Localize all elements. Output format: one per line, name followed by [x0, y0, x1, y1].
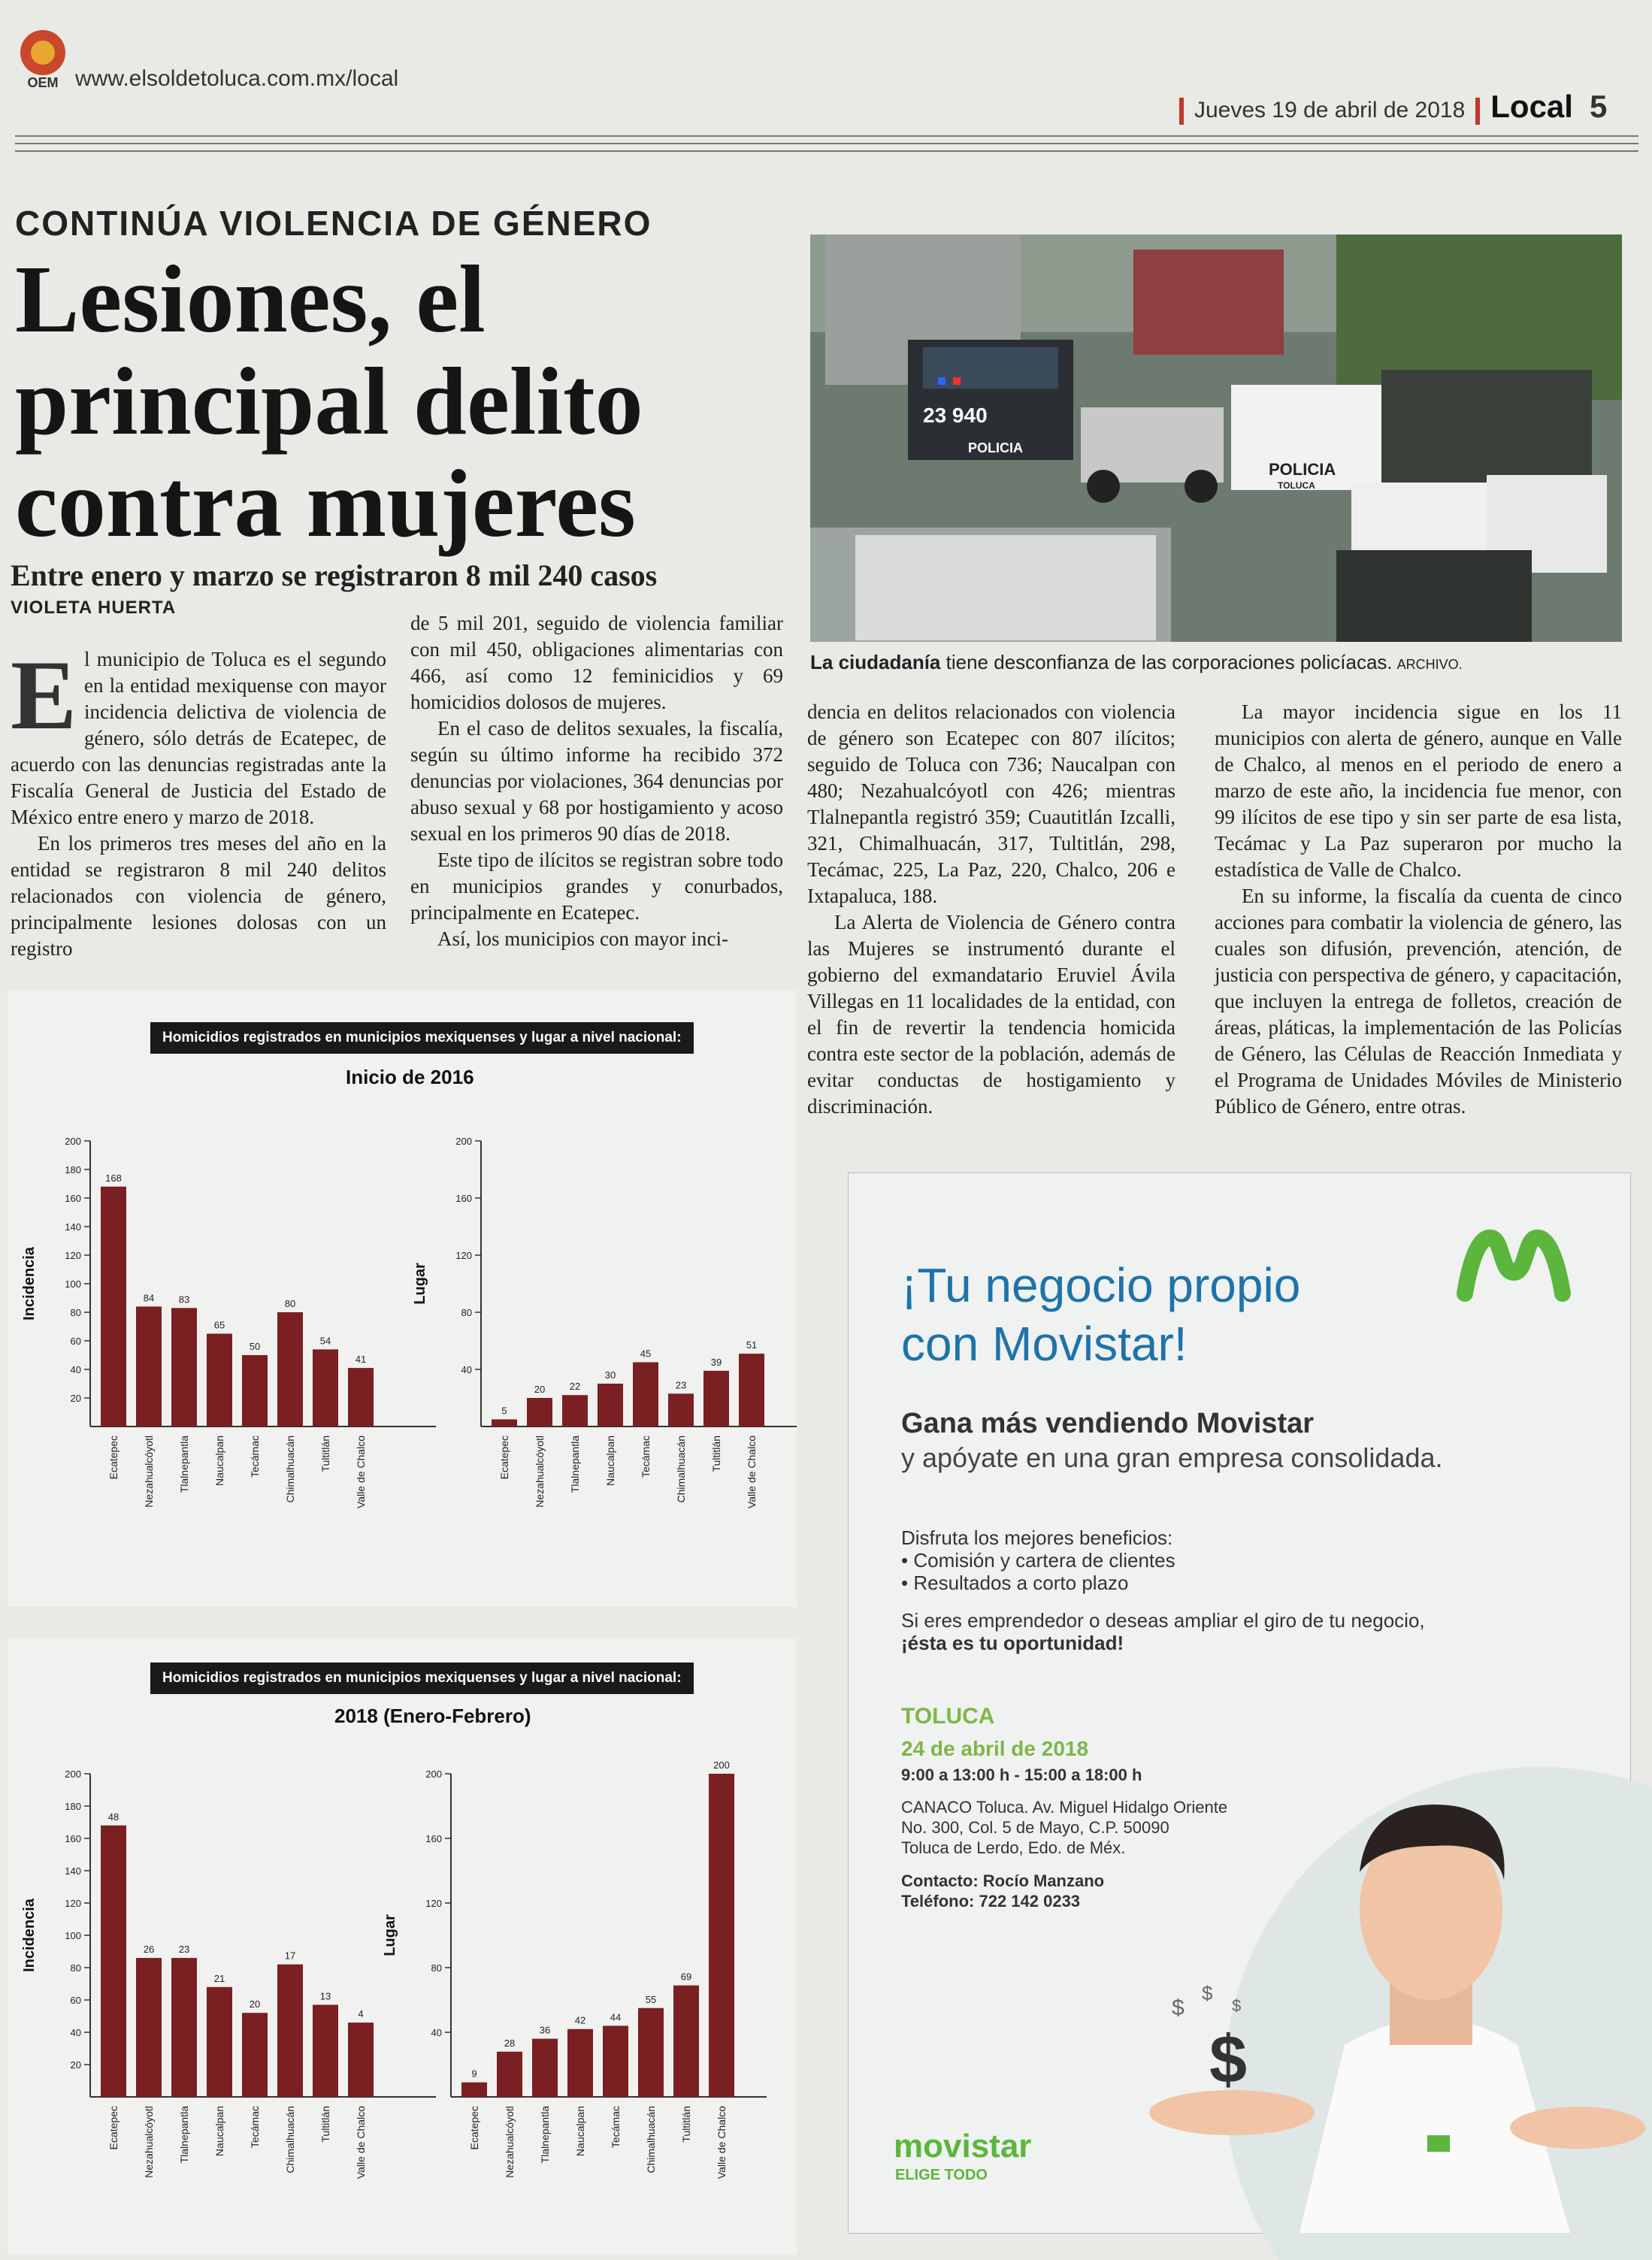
y-tick-label: 120 [455, 1250, 472, 1261]
chart-title: Inicio de 2016 [346, 1066, 474, 1088]
data-label: 9 [471, 2068, 477, 2080]
shirt-logo-icon [1427, 2135, 1450, 2152]
bar [461, 2083, 487, 2097]
y-tick-label: 100 [65, 1930, 81, 1941]
presenter-illustration [1119, 1692, 1630, 2233]
data-label: 4 [358, 2008, 364, 2020]
y-tick-label: 180 [65, 1164, 81, 1175]
paragraph: Este tipo de ilícitos se registran sobre todo en municipios grandes y conurbados, principalmente en Ecatepec. [410, 849, 783, 924]
red-divider [1179, 98, 1184, 125]
y-tick-label: 100 [65, 1278, 81, 1290]
photo-caption: La ciudadanía tiene desconfianza de las corporaciones policíacas. ARCHIVO. [810, 651, 1463, 673]
paragraph: La Alerta de Violencia de Género contra las Mujeres se instrumentó durante el gobierno del exmandatario Eruviel Ávila Villegas en 11 localidades de la entidad, con el fin de revertir la tendencia homicida contra este sector de la población, además de evitar conductas de hostigamiento y discriminación. [807, 911, 1175, 1118]
movistar-brand: movistar [894, 2128, 1032, 2165]
y-tick-label: 40 [431, 2027, 442, 2038]
category-label: Tultitlán [319, 2106, 331, 2143]
bar [673, 1986, 699, 2097]
category-label: Chimalhuacán [675, 1436, 687, 1503]
bar [207, 1334, 232, 1427]
category-label: Nezahualcóyotl [143, 1436, 155, 1508]
category-label: Chimalhuacán [284, 1436, 296, 1503]
paragraph: dencia en delitos relacionados con violencia de género son Ecatepec con 807 ilícitos; seguido de Toluca con 736; Naucalpan con 480; Nezahualcóyotl con 426; mientras Tlalnepantla registró 359; Cuautitlán Izcalli, 321, Chimalhuacán, 317, Tultitlán, 298, Tecámac, 225, La Paz, 220, Chalco, 206 e Ixtapaluca, 188. [807, 700, 1175, 907]
y-tick-label: 80 [70, 1307, 81, 1318]
site-url[interactable]: www.elsoldetoluca.com.mx/local [75, 66, 399, 91]
paragraph: En el caso de delitos sexuales, la fiscalía, según su último informe ha recibido 372 denuncias por violaciones, 364 denuncias por abuso sexual y 68 por hostigamiento y acoso sexual en los primeros 90 días de 2018. [410, 717, 783, 845]
article-deck: Entre enero y marzo se registraron 8 mil 240 casos [11, 558, 658, 592]
data-label: 80 [284, 1298, 296, 1309]
incidencia-2018-chart [21, 1768, 436, 2179]
category-label: Naucalpan [604, 1436, 616, 1486]
movistar-m-logo-icon [1457, 1227, 1570, 1302]
bar [242, 2013, 268, 2097]
data-label: 45 [640, 1348, 652, 1360]
y-tick-label: 160 [65, 1193, 81, 1204]
article-byline: VIOLETA HUERTA [11, 598, 177, 618]
y-tick-label: 140 [65, 1221, 81, 1233]
header-rule [15, 135, 1638, 137]
lugar-2018-chart [382, 1759, 767, 2179]
y-tick-label: 200 [425, 1768, 442, 1780]
chart-svg [8, 1759, 797, 2240]
y-tick-label: 40 [461, 1364, 472, 1375]
category-label: Naucalpan [213, 1436, 225, 1486]
data-label: 30 [604, 1369, 616, 1381]
category-label: Tecámac [249, 2106, 261, 2149]
y-tick-label: 200 [455, 1136, 472, 1147]
category-label: Tlalnepantla [178, 1436, 190, 1493]
drop-cap: E [11, 640, 77, 750]
y-tick-label: 180 [65, 1801, 81, 1812]
data-label: 26 [143, 1944, 155, 1956]
paragraph: de 5 mil 201, seguido de violencia familiar con mil 450, obligaciones alimentarias con 466, así como 12 feminicidios y 69 homicidios dolosos de mujeres. [410, 612, 783, 713]
police-sign: POLICIA [968, 440, 1024, 455]
bar [739, 1354, 764, 1426]
ad-city: TOLUCA [901, 1704, 995, 1729]
article-column-2 [410, 610, 783, 952]
y-tick-label: 60 [70, 1336, 81, 1347]
ad-hours: 9:00 a 13:00 h - 15:00 a 18:00 h [901, 1765, 1142, 1784]
movistar-ad[interactable] [848, 1172, 1631, 2234]
dollar-icon: $ [1202, 1982, 1213, 2004]
incidencia-2016-chart [21, 1136, 436, 1508]
oem-logo [17, 30, 69, 98]
dollar-icon: $ [1172, 1995, 1185, 2020]
data-label: 200 [713, 1759, 730, 1771]
ad-contact: Contacto: Rocío Manzano Teléfono: 722 142 0233 [901, 1871, 1105, 1911]
paragraph: En los primeros tres meses del año en la entidad se registraron 8 mil 240 delitos relacionados con violencia de género, principalmente lesiones dolosas con un registro [11, 832, 386, 960]
bar [492, 1420, 517, 1427]
y-axis-label: Lugar [412, 1263, 428, 1305]
ad-benefits: Disfruta los mejores beneficios: • Comisión y cartera de clientes • Resultados a corto plazo [901, 1526, 1175, 1594]
category-label: Ecatepec [498, 1436, 510, 1480]
y-tick-label: 160 [65, 1833, 81, 1844]
category-label: Ecatepec [107, 2106, 120, 2150]
bar [277, 1965, 303, 2097]
category-label: Ecatepec [107, 1436, 120, 1480]
category-label: Tultitlán [319, 1436, 331, 1472]
police-photo [810, 234, 1622, 642]
y-tick-label: 200 [65, 1136, 81, 1147]
category-label: Tlalnepantla [178, 2106, 190, 2164]
data-label: 5 [501, 1405, 507, 1417]
y-tick-label: 200 [65, 1768, 81, 1780]
bar [633, 1363, 658, 1427]
header-rule [15, 143, 1638, 144]
y-tick-label: 120 [65, 1250, 81, 1261]
bar [171, 1958, 197, 2097]
y-tick-label: 40 [70, 2027, 81, 2038]
bar [567, 2029, 593, 2097]
data-label: 48 [107, 1811, 120, 1823]
paragraph: La mayor incidencia sigue en los 11 municipios con alerta de género, aunque en Valle de Chalco, al menos en el periodo de enero a marzo de este año, la incidencia fue menor, con 99 ilícitos de ese tipo y sin ser parte de esa lista, Tecámac y La Paz superaron por mucho la estadística de Valle de Chalco. [1215, 700, 1622, 881]
paragraph: l municipio de Toluca es el segundo en la entidad mexiquense con mayor incidencia delictiva de violencia de género, sólo detrás de Ecatepec, de acuerdo con las denuncias registradas ante la Fiscalía General de Justicia del Estado de México entre enero y marzo de 2018. [11, 648, 386, 828]
bar [703, 1371, 729, 1426]
category-label: Tlalnepantla [539, 2106, 551, 2164]
dateline [1169, 89, 1607, 125]
y-axis-label: Incidencia [21, 1247, 38, 1321]
page-number: 5 [1589, 89, 1608, 124]
bar [136, 1958, 162, 2097]
bar [497, 2052, 522, 2097]
category-label: Valle de Chalco [746, 1436, 758, 1509]
dollar-icon: $ [1232, 1996, 1242, 2015]
bar [101, 1187, 126, 1426]
y-tick-label: 80 [70, 1962, 81, 1974]
photo-credit: ARCHIVO. [1396, 657, 1463, 672]
y-tick-label: 160 [455, 1193, 472, 1204]
chart-group-2018 [8, 1638, 797, 2255]
bar [136, 1306, 162, 1426]
ad-headline: ¡Tu negocio propio con Movistar! [901, 1258, 1301, 1371]
data-label: 83 [178, 1293, 190, 1305]
movistar-tagline: ELIGE TODO [895, 2167, 988, 2183]
bar [313, 2004, 338, 2097]
ad-subheadline-2: y apóyate en una gran empresa consolidada. [901, 1442, 1443, 1473]
data-label: 41 [355, 1354, 367, 1366]
data-label: 84 [143, 1292, 155, 1304]
article-headline: Lesiones, el principal delito contra mujeres [15, 246, 643, 557]
chart-svg [8, 1133, 797, 1554]
data-label: 51 [746, 1339, 758, 1351]
data-label: 69 [680, 1971, 692, 1983]
bar [101, 1826, 126, 2097]
y-axis-label: Incidencia [21, 1898, 38, 1972]
red-divider [1475, 98, 1480, 125]
article-column-1 [11, 640, 386, 962]
category-label: Tultitlán [680, 2106, 692, 2143]
ad-subheadline: Gana más vendiendo Movistar [901, 1408, 1315, 1439]
police-sign: POLICIA [1269, 460, 1336, 479]
dollar-icon: $ [1209, 2023, 1248, 2098]
header-rule [15, 150, 1638, 152]
data-label: 168 [105, 1172, 122, 1184]
category-label: Chimalhuacán [645, 2106, 657, 2174]
data-label: 21 [213, 1972, 225, 1984]
category-label: Naucalpan [574, 2106, 586, 2156]
police-sign: TOLUCA [1278, 480, 1315, 491]
chart-title: 2018 (Enero-Febrero) [334, 1705, 531, 1727]
category-label: Tecámac [640, 1436, 652, 1478]
y-tick-label: 60 [70, 1995, 81, 2006]
sun-logo-icon [20, 30, 65, 75]
data-label: 23 [178, 1944, 190, 1956]
data-label: 22 [569, 1381, 581, 1393]
category-label: Ecatepec [468, 2106, 480, 2150]
bar [532, 2039, 558, 2097]
bar [171, 1308, 197, 1426]
y-tick-label: 160 [425, 1833, 442, 1844]
bar [277, 1312, 303, 1426]
y-tick-label: 140 [65, 1865, 81, 1877]
category-label: Naucalpan [213, 2106, 225, 2156]
chart-header: Homicidios registrados en municipios mexiquenses y lugar a nivel nacional: [150, 1662, 694, 1694]
category-label: Tultitlán [710, 1436, 722, 1472]
bar [598, 1384, 623, 1426]
issue-date: Jueves 19 de abril de 2018 [1194, 98, 1466, 123]
category-label: Valle de Chalco [716, 2106, 728, 2180]
bar [313, 1349, 338, 1426]
bar [348, 1368, 374, 1426]
article-kicker: CONTINÚA VIOLENCIA DE GÉNERO [15, 204, 652, 243]
data-label: 65 [213, 1319, 225, 1331]
data-label: 54 [319, 1335, 331, 1347]
bar [603, 2026, 628, 2097]
data-label: 20 [534, 1384, 546, 1395]
data-label: 42 [574, 2014, 586, 2026]
data-label: 36 [539, 2024, 551, 2036]
category-label: Nezahualcóyotl [534, 1436, 546, 1508]
paragraph: Así, los municipios con mayor inci- [437, 927, 728, 950]
bar [242, 1355, 268, 1426]
category-label: Nezahualcóyotl [143, 2106, 155, 2178]
paragraph: En su informe, la fiscalía da cuenta de cinco acciones para combatir la violencia de género, las cuales son difusión, prevención, atención, de justicia con perspectiva de género, y capacitación, que incluyen la entrega de folletos, creación de áreas, pláticas, la implementación de las Policías de Género, las Células de Reacción Inmediata y el Programa de Unidades Móviles de Ministerio Público de Género, entre otras. [1215, 885, 1622, 1118]
ad-cta: Si eres emprendedor o deseas ampliar el giro de tu negocio, ¡ésta es tu oportunidad! [901, 1609, 1425, 1654]
category-label: Tlalnepantla [569, 1436, 581, 1493]
bar [207, 1987, 232, 2097]
y-tick-label: 40 [70, 1364, 81, 1375]
category-label: Tecámac [249, 1436, 261, 1478]
category-label: Valle de Chalco [355, 2106, 367, 2180]
bar [638, 2008, 664, 2097]
data-label: 17 [284, 1950, 296, 1962]
unit-number: 23 940 [923, 404, 988, 427]
y-axis-label: Lugar [382, 1914, 398, 1956]
data-label: 13 [319, 1990, 331, 2002]
article-column-4 [1215, 699, 1622, 1120]
bar [348, 2023, 374, 2097]
logo-text: OEM [27, 75, 59, 90]
chart-group-2016 [8, 991, 797, 1607]
data-label: 39 [710, 1356, 722, 1368]
y-tick-label: 80 [461, 1307, 472, 1318]
category-label: Nezahualcóyotl [504, 2106, 516, 2178]
y-tick-label: 120 [425, 1898, 442, 1909]
category-label: Valle de Chalco [355, 1436, 367, 1509]
data-label: 28 [504, 2037, 516, 2049]
bar [668, 1393, 694, 1426]
y-tick-label: 80 [431, 1962, 442, 1974]
y-tick-label: 20 [70, 2059, 81, 2071]
article-column-3 [807, 699, 1175, 1120]
category-label: Tecámac [610, 2106, 622, 2149]
data-label: 55 [645, 1993, 657, 2005]
lugar-2016-chart [412, 1136, 797, 1508]
chart-header: Homicidios registrados en municipios mexiquenses y lugar a nivel nacional: [150, 1022, 694, 1054]
police-photo-illustration [810, 234, 1622, 642]
ad-event-date: 24 de abril de 2018 [901, 1737, 1089, 1760]
bar [527, 1398, 552, 1426]
bar [562, 1395, 588, 1426]
section-name: Local [1490, 89, 1573, 124]
bar [709, 1774, 734, 2097]
y-tick-label: 120 [65, 1898, 81, 1909]
data-label: 23 [675, 1379, 687, 1391]
data-label: 50 [249, 1341, 261, 1352]
ad-address: CANACO Toluca. Av. Miguel Hidalgo Oriente No. 300, Col. 5 de Mayo, C.P. 50090 Toluca de Lerdo, Edo. de Méx. [901, 1798, 1228, 1857]
y-tick-label: 20 [70, 1393, 81, 1404]
category-label: Chimalhuacán [284, 2106, 296, 2174]
data-label: 20 [249, 1998, 261, 2010]
data-label: 44 [610, 2011, 622, 2023]
